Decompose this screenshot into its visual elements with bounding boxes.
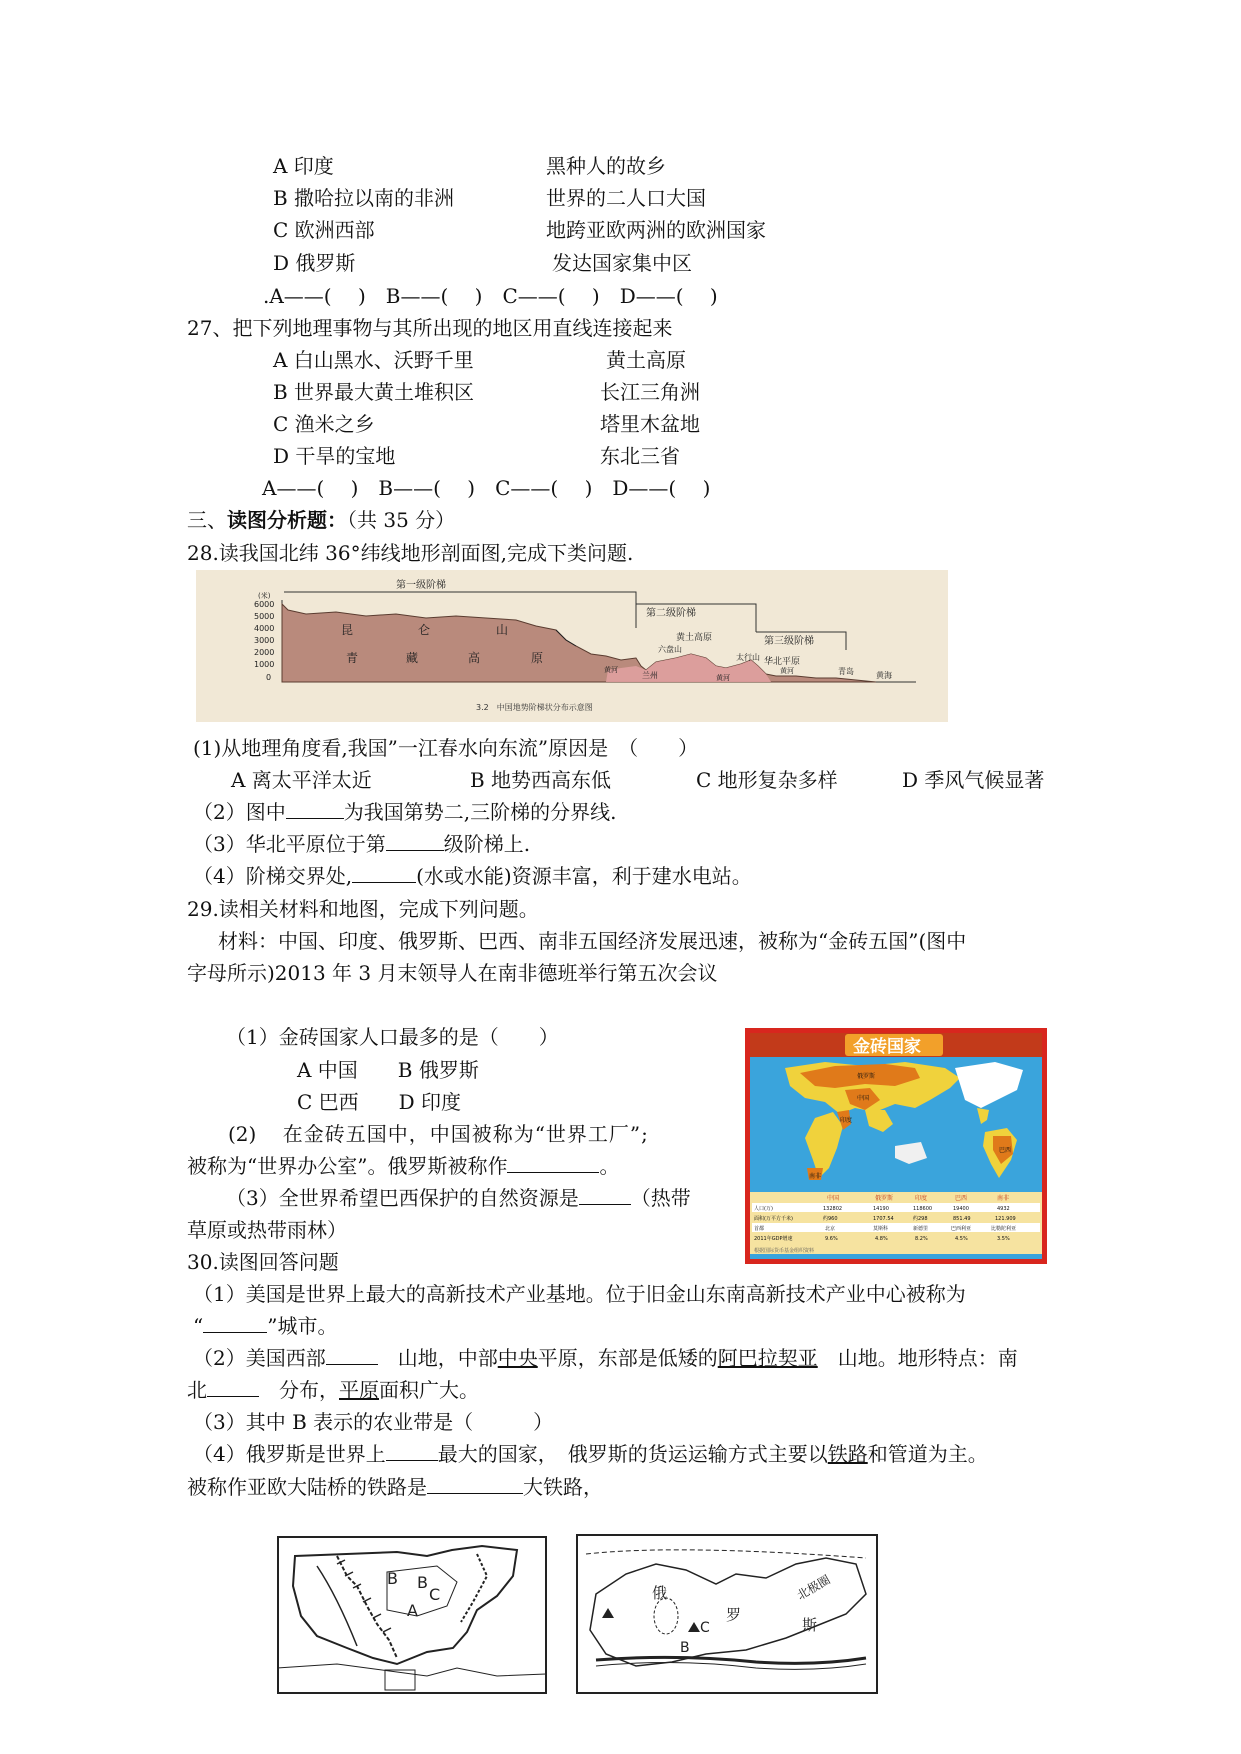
- q26-left-a: A 印度: [273, 154, 334, 178]
- brics-th-2: 俄罗斯: [875, 1195, 894, 1202]
- q27-answer-b: ) B——(: [350, 476, 441, 500]
- usa-label-b2: B: [417, 1573, 428, 1592]
- q27-left-c: C 渔米之乡: [273, 412, 375, 436]
- q27-title: 27、把下列地理事物与其所出现的地区用直线连接起来: [187, 316, 673, 340]
- taihang-label: 太行山: [736, 653, 760, 662]
- q30-s2-blank-2[interactable]: [207, 1378, 259, 1397]
- ytick-2000: 2000: [254, 648, 275, 657]
- q30-s2-mid2: 平原，东部是低矮的: [537, 1346, 718, 1370]
- brics-map-figure: [745, 1028, 1047, 1264]
- brics-row4-c4: 4.5%: [955, 1236, 968, 1242]
- q29-material-1: 材料：中国、印度、俄罗斯、巴西、南非五国经济发展迅速，被称为“金砖五国”(图中: [218, 929, 967, 953]
- q28-title: 28.读我国北纬 36°纬线地形剖面图,完成下类问题.: [187, 541, 634, 565]
- usa-map-svg: [277, 1536, 547, 1694]
- huanghai-label: 黄海: [876, 671, 892, 680]
- liupan-label: 六盘山: [658, 645, 682, 654]
- q30-s4-pre: （4）俄罗斯是世界上: [193, 1442, 386, 1466]
- q27-right-1: 黄土高原: [606, 348, 686, 372]
- russia-map-figure: [576, 1534, 878, 1694]
- q28-s1: (1)从地理角度看,我国”一江春水向东流”原因是 （ ）: [193, 736, 699, 760]
- ytick-5000: 5000: [254, 612, 275, 621]
- brics-th-5: 南非: [997, 1195, 1010, 1202]
- q28-s4-pre: （4）阶梯交界处,: [193, 864, 353, 888]
- q26-answer-end: ): [709, 284, 718, 308]
- q29-s3: [226, 1186, 691, 1210]
- q30-s2-u2: 阿巴拉契亚: [717, 1346, 818, 1370]
- q30-s2-line2-pre: 北: [187, 1378, 207, 1402]
- section3-heading: [187, 508, 455, 532]
- brics-row3-c2: 莫斯科: [873, 1226, 889, 1232]
- q30-s2-blank-1[interactable]: [326, 1346, 378, 1365]
- y-unit: (米): [258, 592, 271, 600]
- step2-label: 第二级阶梯: [646, 608, 696, 619]
- q29-s2-blank[interactable]: [507, 1154, 599, 1173]
- q26-answer-c: ) C——(: [474, 284, 566, 308]
- arctic-circle-label: 北极圈: [794, 1572, 833, 1603]
- huabei-label: 华北平原: [764, 657, 801, 667]
- russia-label-b: B: [680, 1640, 690, 1656]
- lanzhou-label: 兰州: [642, 671, 658, 680]
- brics-row1-c5: 4932: [997, 1206, 1010, 1212]
- brics-row1-c1: 132802: [823, 1206, 843, 1212]
- terrain-profile-figure: [196, 570, 948, 722]
- russia-label-3: 斯: [802, 1616, 818, 1634]
- brics-th-4: 巴西: [955, 1195, 968, 1202]
- q30-s4-mid: 最大的国家， 俄罗斯的货运运输方式主要以: [437, 1442, 828, 1466]
- brics-row2-c2: 1707.54: [873, 1216, 894, 1222]
- q30-s4-blank-1[interactable]: [386, 1442, 438, 1461]
- q30-title: 30.读图回答问题: [187, 1250, 339, 1274]
- q28-opt-d: D 季风气候显著: [902, 768, 1045, 792]
- q30-s3: （3）其中 B 表示的农业带是（ ）: [193, 1410, 554, 1434]
- huanghe-label-3: 黄河: [780, 667, 794, 675]
- russia-map-svg: [576, 1534, 878, 1694]
- q27-right-4: 东北三省: [600, 444, 680, 468]
- brics-th-3: 印度: [915, 1195, 928, 1202]
- q29-material-2: 字母所示)2013 年 3 月末领导人在南非德班举行第五次会议: [187, 961, 718, 985]
- q30-s4-line2: [187, 1475, 603, 1499]
- brics-row4-c3: 8.2%: [915, 1236, 928, 1242]
- q29-title: 29.读相关材料和地图，完成下列问题。: [187, 897, 539, 921]
- q28-s3-blank[interactable]: [386, 832, 444, 851]
- q30-s4: [193, 1442, 988, 1466]
- huanghe-label-1: 黄河: [604, 666, 618, 674]
- brics-row3-label: 首都: [754, 1226, 765, 1232]
- q27-right-3: 塔里木盆地: [600, 412, 700, 436]
- q28-s3: [193, 832, 530, 856]
- section3-score: （共 35 分）: [347, 508, 456, 532]
- q29-s3-post: （热带: [630, 1186, 691, 1210]
- q30-s2-line2-u: 平原: [339, 1378, 379, 1402]
- q27-right-2: 长江三角洲: [600, 380, 700, 404]
- brics-row2-c5: 121.909: [995, 1216, 1016, 1222]
- q28-s3-pre: （3）华北平原位于第: [193, 832, 386, 856]
- huanghe-label-2: 黄河: [716, 674, 730, 682]
- brics-row1-c2: 14190: [873, 1206, 889, 1212]
- q30-s2-line2-mid: 分布，: [279, 1378, 339, 1402]
- brics-footer: 根据国际货币基金组织资料: [754, 1248, 815, 1254]
- q29-s2-num: (2): [228, 1122, 257, 1146]
- q30-s2-line2: [187, 1378, 479, 1402]
- qingdao-label: 青岛: [838, 667, 854, 676]
- usa-label-b1: B: [387, 1569, 398, 1588]
- q28-s4: [193, 864, 752, 888]
- brics-row3-c5: 比勒陀利亚: [991, 1226, 1017, 1232]
- q27-answer-line: [262, 476, 710, 500]
- ytick-3000: 3000: [254, 636, 275, 645]
- plateau-3: 高: [468, 651, 481, 665]
- q28-s2: [193, 800, 616, 824]
- brics-row2-c1: 约960: [823, 1216, 838, 1222]
- ytick-0: 0: [266, 673, 272, 682]
- q26-right-2: 世界的二人口大国: [546, 186, 706, 210]
- q28-s4-post: (水或水能)资源丰富，利于建水电站。: [416, 864, 752, 888]
- q30-s4-blank-2[interactable]: [427, 1475, 523, 1494]
- q27-left-a: A 白山黑水、沃野千里: [273, 348, 474, 372]
- q29-s2-line2: [187, 1154, 619, 1178]
- q27-answer-end: ): [702, 476, 711, 500]
- section3-prefix: 三、: [187, 508, 227, 532]
- figure-caption: 3.2 中国地势阶梯状分布示意图: [476, 703, 593, 712]
- brics-label-russia: 俄罗斯: [857, 1073, 876, 1080]
- q30-s2-u1: 中央: [497, 1346, 538, 1370]
- ytick-4000: 4000: [254, 624, 275, 633]
- q26-answer-b: ) B——(: [357, 284, 449, 308]
- q28-opt-b: B 地势西高东低: [470, 768, 612, 792]
- step1-label: 第一级阶梯: [396, 580, 446, 591]
- q29-opt-2: C 巴西 D 印度: [297, 1090, 462, 1114]
- russia-label-2: 罗: [726, 1606, 742, 1624]
- brics-row1-c4: 19400: [953, 1206, 969, 1212]
- q29-s2-line2-pre: 被称为“世界办公室”。俄罗斯被称作: [187, 1154, 508, 1178]
- q29-s3-blank[interactable]: [579, 1186, 631, 1205]
- q27-left-d: D 干旱的宝地: [273, 444, 396, 468]
- loess-label: 黄土高原: [676, 633, 713, 643]
- q26-answer-line: [263, 284, 718, 308]
- russia-label-1: 俄: [652, 1584, 668, 1602]
- q30-s2: [193, 1346, 1018, 1370]
- q29-s2: [228, 1122, 649, 1146]
- q30-s1-line2: [193, 1314, 337, 1338]
- brics-row2-c3: 约298: [913, 1216, 928, 1222]
- q28-s4-blank[interactable]: [352, 864, 416, 883]
- brics-label-india: 印度: [840, 1117, 853, 1124]
- brics-row3-c3: 新德里: [913, 1226, 929, 1232]
- brics-row4-c1: 9.6%: [825, 1236, 838, 1242]
- q29-s2-text: 在金砖五国中，中国被称为“世界工厂”;: [282, 1122, 649, 1146]
- kunlun-3: 山: [496, 623, 509, 637]
- q30-s1-blank[interactable]: [203, 1314, 267, 1333]
- q29-s3-pre: （3）全世界希望巴西保护的自然资源是: [226, 1186, 579, 1210]
- brics-row2-c4: 851.49: [953, 1216, 971, 1222]
- q26-left-b: B 撒哈拉以南的非洲: [273, 186, 455, 210]
- q30-s1-line2-pre: “: [193, 1314, 204, 1338]
- q26-left-d: D 俄罗斯: [273, 251, 356, 275]
- usa-label-a: A: [407, 1601, 418, 1620]
- q26-right-3: 地跨亚欧两洲的欧洲国家: [546, 218, 766, 242]
- q29-opt-1: A 中国 B 俄罗斯: [297, 1058, 479, 1082]
- q30-s4-u: 铁路: [827, 1442, 868, 1466]
- kunlun-2: 仑: [418, 623, 431, 637]
- plateau-4: 原: [531, 651, 544, 665]
- brics-row4-c5: 3.5%: [997, 1236, 1010, 1242]
- q28-s2-blank[interactable]: [286, 800, 344, 819]
- usa-label-c: C: [429, 1585, 441, 1604]
- brics-row4-label: 2011年GDP增速: [754, 1236, 793, 1242]
- brics-row1-c3: 118600: [913, 1206, 933, 1212]
- russia-label-c: C: [700, 1620, 710, 1636]
- brics-row1-label: 人口(万): [754, 1206, 773, 1212]
- q30-s2-mid1: 山地，中部: [397, 1346, 498, 1370]
- ytick-1000: 1000: [254, 660, 275, 669]
- q26-answer-d: ) D——(: [591, 284, 684, 308]
- q28-s2-pre: （2）图中: [193, 800, 286, 824]
- brics-label-china: 中国: [857, 1095, 870, 1102]
- ytick-6000: 6000: [254, 600, 275, 609]
- q27-answer-a: A——(: [262, 476, 325, 500]
- q26-right-1: 黑种人的故乡: [546, 154, 666, 178]
- q30-s1-line2-post: ”城市。: [267, 1314, 338, 1338]
- brics-label-southafrica: 南非: [809, 1173, 822, 1180]
- q29-s2-line2-post: 。: [599, 1154, 620, 1178]
- q30-s2-line2-post: 面积广大。: [379, 1378, 479, 1402]
- q26-right-4: 发达国家集中区: [552, 251, 692, 275]
- brics-map-svg: [745, 1028, 1047, 1264]
- brics-row3-c4: 巴西利亚: [951, 1226, 972, 1232]
- step3-label: 第三级阶梯: [764, 636, 814, 647]
- brics-th-1: 中国: [827, 1195, 840, 1202]
- q26-left-c: C 欧洲西部: [273, 218, 375, 242]
- q29-s1: （1）金砖国家人口最多的是（ ）: [226, 1025, 559, 1049]
- brics-row3-c1: 北京: [825, 1226, 836, 1232]
- plateau-2: 藏: [406, 651, 419, 665]
- q30-s4-line2-pre: 被称作亚欧大陆桥的铁路是: [187, 1475, 427, 1499]
- q30-s1: （1）美国是世界上最大的高新技术产业基地。位于旧金山东南高新技术产业中心被称为: [193, 1282, 966, 1306]
- brics-row2-label: 面积(万平方千米): [754, 1216, 793, 1222]
- plateau-1: 青: [346, 651, 359, 665]
- q30-s2-mid3: 山地。地形特点：南: [837, 1346, 1018, 1370]
- q28-opt-c: C 地形复杂多样: [696, 768, 838, 792]
- brics-row4-c2: 4.8%: [875, 1236, 888, 1242]
- q28-s2-post: 为我国第势二,三阶梯的分界线.: [343, 800, 617, 824]
- q28-s3-post: 级阶梯上.: [443, 832, 531, 856]
- q27-answer-d: ) D——(: [584, 476, 677, 500]
- q30-s4-post: 和管道为主。: [867, 1442, 988, 1466]
- q28-opt-a: A 离太平洋太近: [231, 768, 372, 792]
- section3-title: 读图分析题：: [227, 508, 347, 532]
- q27-left-b: B 世界最大黄土堆积区: [273, 380, 475, 404]
- kunlun-1: 昆: [341, 623, 354, 637]
- q27-answer-c: ) C——(: [467, 476, 559, 500]
- usa-map-figure: [277, 1536, 547, 1694]
- brics-map-title: 金砖国家: [853, 1037, 921, 1057]
- q30-s4-line2-post: 大铁路，: [523, 1475, 603, 1499]
- terrain-profile-svg: [196, 570, 948, 722]
- brics-label-brazil: 巴西: [999, 1147, 1012, 1154]
- q26-answer-a: .A——(: [263, 284, 332, 308]
- q30-s2-pre: （2）美国西部: [193, 1346, 326, 1370]
- q29-s3-line2: 草原或热带雨林）: [187, 1218, 347, 1242]
